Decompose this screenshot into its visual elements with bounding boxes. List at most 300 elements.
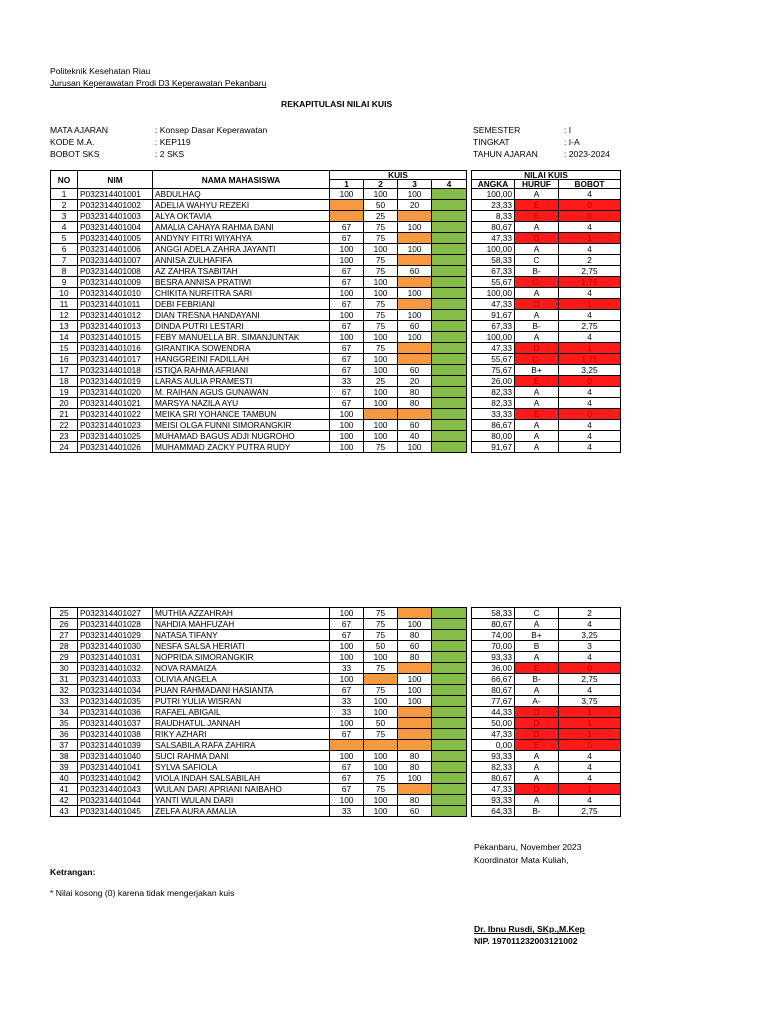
row-nim: P032314401026 (78, 442, 153, 453)
row-angka: 100,00 (472, 244, 515, 255)
row-angka: 100,00 (472, 189, 515, 200)
row-angka: 80,00 (472, 431, 515, 442)
row-nim: P032314401035 (78, 696, 153, 707)
row-huruf: D (515, 718, 559, 729)
table-row (51, 751, 621, 762)
row-angka: 74,00 (472, 630, 515, 641)
row-nama: NOPRIDA SIMORANGKIR (153, 652, 330, 663)
row-nama: ANDYNY FITRI WIYAHYA (153, 233, 330, 244)
table-row (51, 773, 621, 784)
row-huruf: A (515, 222, 559, 233)
row-kuis-1: 67 (330, 365, 364, 376)
row-kuis-3: 60 (398, 806, 432, 817)
row-bobot: 3 (559, 641, 621, 652)
table-row (51, 641, 621, 652)
row-nama: MEISI OLGA FUNNI SIMORANGKIR (153, 420, 330, 431)
row-nama: MUTHIA AZZAHRAH (153, 608, 330, 619)
row-nim: P032314401027 (78, 608, 153, 619)
row-kuis-2: 75 (364, 630, 398, 641)
row-nim: P032314401032 (78, 663, 153, 674)
header-nim: NIM (78, 171, 153, 189)
table-row (51, 652, 621, 663)
row-angka: 75,67 (472, 365, 515, 376)
row-kuis-4 (432, 442, 467, 453)
row-kuis-1 (330, 200, 364, 211)
header-bobot: BOBOT (559, 180, 621, 189)
row-bobot: 4 (559, 222, 621, 233)
tahun-ajaran-label: TAHUN AJARAN (473, 149, 538, 159)
tahun-ajaran-value: : 2023-2024 (564, 149, 610, 159)
row-kuis-3: 100 (398, 222, 432, 233)
row-nim: P032314401039 (78, 740, 153, 751)
row-angka: 66,67 (472, 674, 515, 685)
row-angka: 55,67 (472, 277, 515, 288)
row-kuis-3: 100 (398, 310, 432, 321)
row-kuis-3: 20 (398, 200, 432, 211)
row-angka: 47,33 (472, 729, 515, 740)
row-kuis-2: 100 (364, 365, 398, 376)
row-kuis-2: 100 (364, 332, 398, 343)
row-kuis-3 (398, 729, 432, 740)
row-angka: 91,67 (472, 442, 515, 453)
row-kuis-1: 67 (330, 630, 364, 641)
row-no: 18 (51, 376, 78, 387)
row-kuis-1: 67 (330, 233, 364, 244)
table-row (51, 420, 621, 431)
row-angka: 58,33 (472, 608, 515, 619)
semester-value: : I (564, 125, 572, 135)
row-bobot: 1 (559, 233, 621, 244)
row-kuis-1: 67 (330, 619, 364, 630)
row-huruf: A (515, 773, 559, 784)
row-kuis-1: 33 (330, 376, 364, 387)
row-kuis-2: 100 (364, 244, 398, 255)
row-kuis-4 (432, 266, 467, 277)
row-nim: P032314401001 (78, 189, 153, 200)
table-row (51, 343, 621, 354)
row-bobot: 2,75 (559, 806, 621, 817)
row-kuis-1: 100 (330, 795, 364, 806)
row-nim: P032314401007 (78, 255, 153, 266)
row-kuis-4 (432, 189, 467, 200)
row-kuis-3: 80 (398, 795, 432, 806)
row-kuis-2: 75 (364, 608, 398, 619)
row-kuis-1: 33 (330, 696, 364, 707)
row-kuis-4 (432, 233, 467, 244)
table-row (51, 288, 621, 299)
table-row (51, 409, 621, 420)
row-angka: 80,67 (472, 222, 515, 233)
row-nim: P032314401029 (78, 630, 153, 641)
row-kuis-2: 100 (364, 398, 398, 409)
row-huruf: B- (515, 266, 559, 277)
table-row (51, 266, 621, 277)
bobot-sks-label: BOBOT SKS (50, 149, 100, 159)
row-nama: ANGGI ADELA ZAHRA JAYANTI (153, 244, 330, 255)
row-nim: P032314401022 (78, 409, 153, 420)
row-bobot: 3,25 (559, 365, 621, 376)
row-kuis-2: 100 (364, 762, 398, 773)
row-nama: SUCI RAHMA DANI (153, 751, 330, 762)
row-kuis-1: 67 (330, 343, 364, 354)
row-kuis-3 (398, 663, 432, 674)
row-no: 17 (51, 365, 78, 376)
row-huruf: A (515, 431, 559, 442)
row-kuis-2: 100 (364, 751, 398, 762)
row-nama: ABDULHAQ (153, 189, 330, 200)
row-kuis-2: 50 (364, 718, 398, 729)
row-kuis-2: 75 (364, 222, 398, 233)
row-kuis-2: 75 (364, 310, 398, 321)
row-huruf: A (515, 762, 559, 773)
row-kuis-2: 100 (364, 288, 398, 299)
row-kuis-1: 100 (330, 652, 364, 663)
row-huruf: A (515, 332, 559, 343)
row-kuis-2 (364, 674, 398, 685)
row-no: 7 (51, 255, 78, 266)
row-kuis-2: 75 (364, 255, 398, 266)
signer-nip: NIP. 197011232003121002 (474, 936, 578, 946)
row-kuis-2: 100 (364, 806, 398, 817)
row-bobot: 4 (559, 619, 621, 630)
row-no: 12 (51, 310, 78, 321)
table-row (51, 222, 621, 233)
row-nim: P032314401023 (78, 420, 153, 431)
header-kuis-2: 2 (364, 180, 398, 189)
row-nama: DIAN TRESNA HANDAYANI (153, 310, 330, 321)
row-kuis-3: 80 (398, 398, 432, 409)
row-nim: P032314401045 (78, 806, 153, 817)
row-no: 21 (51, 409, 78, 420)
mata-ajaran-label: MATA AJARAN (50, 125, 108, 135)
row-bobot: 2,75 (559, 674, 621, 685)
row-kuis-1: 100 (330, 442, 364, 453)
row-angka: 70,00 (472, 641, 515, 652)
row-huruf: A (515, 189, 559, 200)
row-kuis-4 (432, 299, 467, 310)
row-no: 15 (51, 343, 78, 354)
row-huruf: E (515, 663, 559, 674)
row-kuis-1: 67 (330, 773, 364, 784)
row-kuis-2: 75 (364, 343, 398, 354)
row-kuis-4 (432, 729, 467, 740)
table-row (51, 200, 621, 211)
row-huruf: C (515, 255, 559, 266)
row-huruf: D (515, 729, 559, 740)
row-kuis-3 (398, 255, 432, 266)
row-kuis-1: 67 (330, 398, 364, 409)
row-kuis-2: 75 (364, 619, 398, 630)
header-kuis-3: 3 (398, 180, 432, 189)
row-kuis-2: 75 (364, 773, 398, 784)
row-kuis-2 (364, 740, 398, 751)
row-nim: P032314401012 (78, 310, 153, 321)
row-huruf: A (515, 288, 559, 299)
document-title: REKAPITULASI NILAI KUIS (281, 99, 393, 109)
row-bobot: 2,75 (559, 321, 621, 332)
table-row (51, 310, 621, 321)
row-no: 40 (51, 773, 78, 784)
tingkat-label: TINGKAT (473, 137, 510, 147)
row-angka: 8,33 (472, 211, 515, 222)
row-nama: ISTIQA RAHMA AFRIANI (153, 365, 330, 376)
row-kuis-4 (432, 354, 467, 365)
row-nama: VIOLA INDAH SALSABILAH (153, 773, 330, 784)
row-nim: P032314401037 (78, 718, 153, 729)
row-angka: 82,33 (472, 762, 515, 773)
table-row (51, 795, 621, 806)
row-angka: 36,00 (472, 663, 515, 674)
row-no: 33 (51, 696, 78, 707)
header-huruf: HURUF (515, 180, 559, 189)
row-kuis-3: 100 (398, 619, 432, 630)
row-kuis-1: 67 (330, 299, 364, 310)
table-row (51, 244, 621, 255)
row-huruf: A (515, 398, 559, 409)
row-angka: 67,33 (472, 321, 515, 332)
row-nama: AMALIA CAHAYA RAHMA DANI (153, 222, 330, 233)
row-kuis-3 (398, 718, 432, 729)
row-kuis-4 (432, 663, 467, 674)
row-nama: PUTRI YULIA WISRAN (153, 696, 330, 707)
bobot-sks-value: : 2 SKS (155, 149, 185, 159)
institution-name: Politeknik Kesehatan Riau (50, 66, 151, 76)
row-no: 37 (51, 740, 78, 751)
row-bobot: 4 (559, 795, 621, 806)
row-kuis-3: 80 (398, 387, 432, 398)
row-no: 13 (51, 321, 78, 332)
row-huruf: C- (515, 354, 559, 365)
row-kuis-2: 100 (364, 795, 398, 806)
row-kuis-4 (432, 343, 467, 354)
row-bobot: 1 (559, 784, 621, 795)
row-huruf: E (515, 740, 559, 751)
row-nama: WULAN DARI APRIANI NAIBAHO (153, 784, 330, 795)
row-kuis-4 (432, 784, 467, 795)
row-kuis-3: 100 (398, 189, 432, 200)
row-no: 35 (51, 718, 78, 729)
row-huruf: C- (515, 277, 559, 288)
row-kuis-2: 75 (364, 663, 398, 674)
row-bobot: 0 (559, 409, 621, 420)
row-kuis-2: 75 (364, 266, 398, 277)
row-kuis-4 (432, 751, 467, 762)
row-kuis-3: 100 (398, 442, 432, 453)
row-nama: DINDA PUTRI LESTARI (153, 321, 330, 332)
row-kuis-4 (432, 740, 467, 751)
row-bobot: 4 (559, 288, 621, 299)
row-nim: P032314401044 (78, 795, 153, 806)
row-nama: NAHDIA MAHFUZAH (153, 619, 330, 630)
row-kuis-3: 40 (398, 431, 432, 442)
kode-value: : KEP119 (155, 137, 191, 147)
row-kuis-3: 100 (398, 696, 432, 707)
row-bobot: 4 (559, 398, 621, 409)
row-nim: P032314401011 (78, 299, 153, 310)
row-huruf: C (515, 608, 559, 619)
row-kuis-3: 60 (398, 420, 432, 431)
row-kuis-1 (330, 740, 364, 751)
row-nim: P032314401002 (78, 200, 153, 211)
row-huruf: D (515, 343, 559, 354)
row-angka: 47,33 (472, 233, 515, 244)
row-nim: P032314401033 (78, 674, 153, 685)
row-nim: P032314401018 (78, 365, 153, 376)
row-angka: 67,33 (472, 266, 515, 277)
row-no: 31 (51, 674, 78, 685)
row-kuis-4 (432, 277, 467, 288)
row-no: 4 (51, 222, 78, 233)
row-kuis-3: 60 (398, 266, 432, 277)
row-huruf: E (515, 211, 559, 222)
row-kuis-1: 100 (330, 288, 364, 299)
row-kuis-1: 67 (330, 762, 364, 773)
row-angka: 23,33 (472, 200, 515, 211)
row-angka: 0,00 (472, 740, 515, 751)
header-angka: ANGKA (472, 180, 515, 189)
row-kuis-1: 100 (330, 255, 364, 266)
row-angka: 58,33 (472, 255, 515, 266)
row-nama: MUHAMAD BAGUS ADJI NUGROHO (153, 431, 330, 442)
row-nama: AZ ZAHRA TSABITAH (153, 266, 330, 277)
table-row (51, 365, 621, 376)
row-no: 30 (51, 663, 78, 674)
row-no: 41 (51, 784, 78, 795)
row-bobot: 0 (559, 663, 621, 674)
row-kuis-4 (432, 641, 467, 652)
row-nama: RIKY AZHARI (153, 729, 330, 740)
row-huruf: A (515, 619, 559, 630)
row-nama: NATASA TIFANY (153, 630, 330, 641)
row-bobot: 0 (559, 376, 621, 387)
row-nama: OLIVIA ANGELA (153, 674, 330, 685)
row-no: 11 (51, 299, 78, 310)
table-row (51, 685, 621, 696)
row-kuis-3: 100 (398, 244, 432, 255)
row-huruf: D (515, 299, 559, 310)
row-kuis-4 (432, 420, 467, 431)
row-kuis-1: 100 (330, 332, 364, 343)
row-kuis-1: 67 (330, 784, 364, 795)
row-no: 3 (51, 211, 78, 222)
semester-label: SEMESTER (473, 125, 521, 135)
row-nama: PUAN RAHMADANI HASIANTA (153, 685, 330, 696)
table-row (51, 255, 621, 266)
row-kuis-4 (432, 255, 467, 266)
header-nama: NAMA MAHASISWA (153, 171, 330, 189)
row-kuis-2: 50 (364, 641, 398, 652)
row-kuis-4 (432, 630, 467, 641)
row-angka: 93,33 (472, 751, 515, 762)
row-huruf: B (515, 641, 559, 652)
row-huruf: A (515, 244, 559, 255)
row-no: 19 (51, 387, 78, 398)
row-huruf: B- (515, 806, 559, 817)
row-no: 42 (51, 795, 78, 806)
row-nim: P032314401019 (78, 376, 153, 387)
row-no: 36 (51, 729, 78, 740)
row-huruf: E (515, 409, 559, 420)
row-kuis-2: 25 (364, 376, 398, 387)
row-nim: P032314401021 (78, 398, 153, 409)
row-kuis-3: 100 (398, 332, 432, 343)
row-no: 28 (51, 641, 78, 652)
row-bobot: 1 (559, 299, 621, 310)
row-kuis-3: 80 (398, 751, 432, 762)
row-bobot: 3,25 (559, 630, 621, 641)
row-nama: SALSABILA RAFA ZAHIRA (153, 740, 330, 751)
row-nama: RAFAEL ABIGAIL (153, 707, 330, 718)
row-bobot: 4 (559, 387, 621, 398)
row-bobot: 4 (559, 420, 621, 431)
row-nim: P032314401013 (78, 321, 153, 332)
keterangan-label: Ketrangan: (50, 867, 96, 877)
row-kuis-3: 80 (398, 630, 432, 641)
row-bobot: 1 (559, 718, 621, 729)
row-bobot: 4 (559, 773, 621, 784)
row-no: 14 (51, 332, 78, 343)
table-row (51, 398, 621, 409)
row-kuis-3: 100 (398, 685, 432, 696)
row-no: 9 (51, 277, 78, 288)
row-huruf: B+ (515, 365, 559, 376)
table-row (51, 299, 621, 310)
row-huruf: A (515, 795, 559, 806)
row-kuis-4 (432, 387, 467, 398)
row-kuis-4 (432, 332, 467, 343)
header-kuis: KUIS (330, 171, 467, 180)
row-kuis-3: 60 (398, 365, 432, 376)
row-kuis-1: 67 (330, 222, 364, 233)
header-kuis-4: 4 (432, 180, 467, 189)
row-nama: RAUDHATUL JANNAH (153, 718, 330, 729)
row-no: 8 (51, 266, 78, 277)
row-angka: 26,00 (472, 376, 515, 387)
row-kuis-1: 33 (330, 707, 364, 718)
row-kuis-4 (432, 211, 467, 222)
row-nama: GIRANTIKA SOWENDRA (153, 343, 330, 354)
row-kuis-2: 75 (364, 442, 398, 453)
department-name: Jurusan Keperawatan Prodi D3 Keperawatan Pekanbaru (50, 78, 267, 88)
row-kuis-3 (398, 233, 432, 244)
row-kuis-4 (432, 795, 467, 806)
row-no: 32 (51, 685, 78, 696)
row-no: 25 (51, 608, 78, 619)
row-nama: MARSYA NAZILA AYU (153, 398, 330, 409)
row-bobot: 4 (559, 332, 621, 343)
row-kuis-4 (432, 376, 467, 387)
table-row (51, 442, 621, 453)
row-bobot: 1 (559, 707, 621, 718)
table-row (51, 211, 621, 222)
table-row (51, 332, 621, 343)
row-kuis-2: 75 (364, 233, 398, 244)
table-row (51, 277, 621, 288)
row-kuis-4 (432, 685, 467, 696)
row-kuis-3: 100 (398, 674, 432, 685)
row-kuis-1: 100 (330, 244, 364, 255)
table-row (51, 354, 621, 365)
row-huruf: D (515, 707, 559, 718)
row-kuis-1: 100 (330, 189, 364, 200)
table-row (51, 740, 621, 751)
row-kuis-1: 33 (330, 806, 364, 817)
row-no: 6 (51, 244, 78, 255)
row-nim: P032314401010 (78, 288, 153, 299)
row-angka: 64,33 (472, 806, 515, 817)
row-kuis-2: 75 (364, 299, 398, 310)
row-nim: P032314401036 (78, 707, 153, 718)
